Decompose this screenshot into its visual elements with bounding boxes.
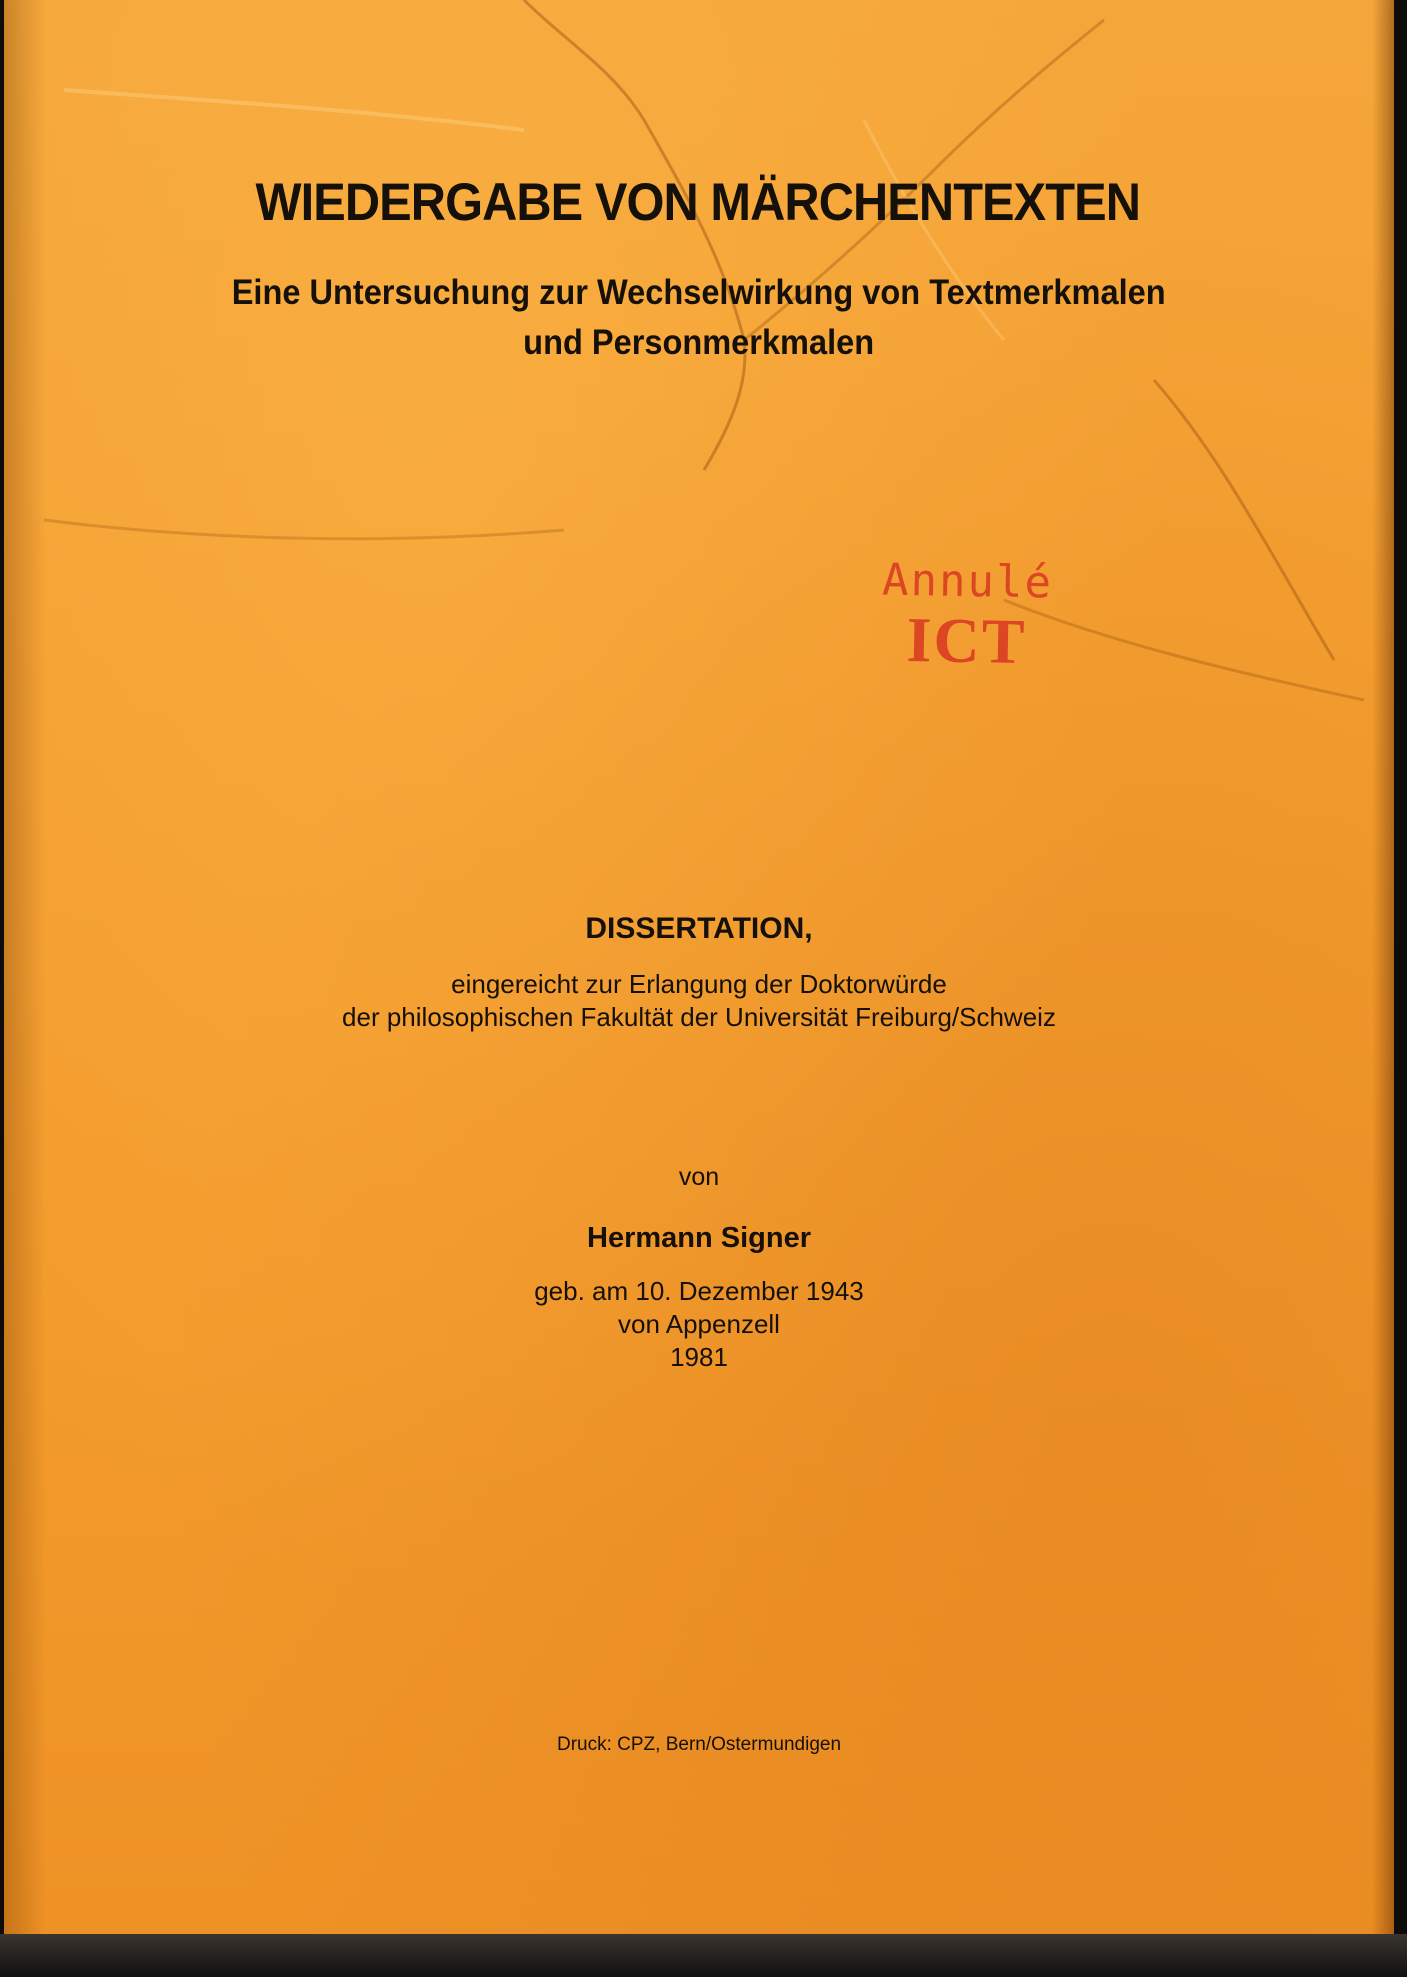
author-details [4, 1275, 1394, 1374]
subtitle-line-2: und Personmerkmalen [523, 323, 875, 362]
submission-line-1: eingereicht zur Erlangung der Doktorwürde [451, 969, 947, 999]
birth-date: geb. am 10. Dezember 1943 [534, 1276, 864, 1306]
stamp-line-1: Annulé [881, 554, 1054, 609]
paper-creases [4, 0, 1394, 760]
author-name: Hermann Signer [587, 1222, 811, 1254]
annulled-stamp [851, 553, 1083, 678]
stamp-line-2: ICT [906, 603, 1028, 678]
submission-statement [4, 968, 1394, 1034]
submission-line-2: der philosophischen Fakultät der Universität Freiburg/Schweiz [342, 1002, 1056, 1032]
cover-right-shadow [1372, 0, 1394, 1934]
cover-left-shadow [4, 0, 46, 1934]
subtitle-line-1: Eine Untersuchung zur Wechselwirkung von Textmerkmalen [231, 273, 1166, 312]
origin: von Appenzell [618, 1309, 780, 1339]
document-title: WIEDERGABE VON MÄRCHENTEXTEN [255, 173, 1141, 232]
publication-year: 1981 [670, 1342, 728, 1372]
document-subtitle [52, 268, 1345, 368]
document-cover [4, 0, 1394, 1934]
von-label: von [678, 1163, 720, 1191]
printer-info: Druck: CPZ, Bern/Ostermundigen [556, 1734, 842, 1755]
dissertation-label: DISSERTATION, [585, 912, 813, 945]
scan-bottom-edge [0, 1934, 1407, 1977]
